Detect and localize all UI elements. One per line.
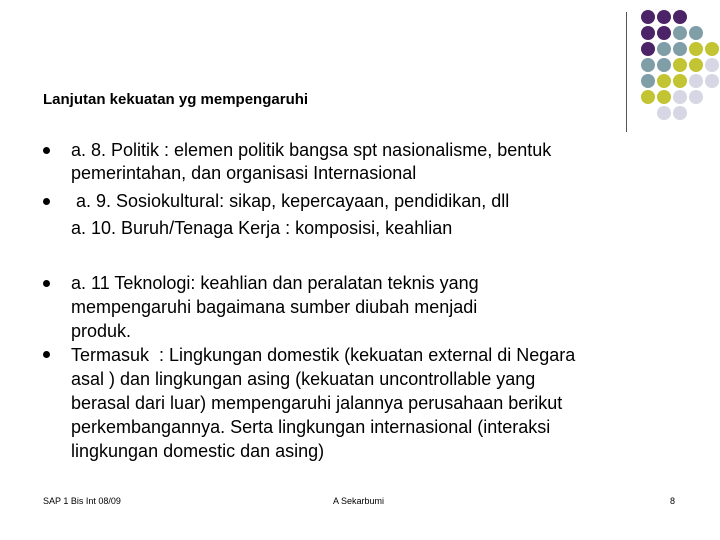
footer-course: SAP 1 Bis Int 08/09 (43, 496, 121, 506)
body-text-line: a. 8. Politik : elemen politik bangsa spt nasionalisme, bentuk (71, 140, 552, 160)
footer-author: A Sekarbumi (333, 496, 385, 506)
body-text-line: berasal dari luar) mempengaruhi jalannya perusahaan berikut (71, 393, 563, 413)
decorative-dot (689, 26, 703, 40)
bullet-dot (43, 198, 50, 205)
decorative-dot (641, 26, 655, 40)
decorative-dot (705, 42, 719, 56)
bullet-dot (43, 351, 50, 358)
body-text-line: a. 10. Buruh/Tenaga Kerja : komposisi, keahlian (71, 218, 453, 238)
body-text-line: mempengaruhi bagaimana sumber diubah menjadi (71, 297, 478, 317)
decorative-dot (689, 74, 703, 88)
decorative-dot (657, 74, 671, 88)
decorative-dot-grid (641, 10, 720, 120)
decorative-dot (673, 74, 687, 88)
decorative-dot (641, 58, 655, 72)
decorative-dot (641, 42, 655, 56)
decorative-dot (689, 42, 703, 56)
body-text-line: Termasuk : Lingkungan domestik (kekuatan external di Negara (71, 345, 576, 365)
decorative-dot (657, 10, 671, 24)
decorative-dot (673, 90, 687, 104)
decorative-dot (641, 90, 655, 104)
decorative-dot (673, 58, 687, 72)
body-text-line: asal ) dan lingkungan asing (kekuatan uncontrollable yang (71, 369, 536, 389)
decorative-dot (673, 42, 687, 56)
decorative-dot (657, 26, 671, 40)
decorative-dot (673, 106, 687, 120)
decorative-dot (689, 90, 703, 104)
decorative-dot (673, 26, 687, 40)
bullet-dot (43, 147, 50, 154)
decorative-dot (641, 74, 655, 88)
vertical-divider (626, 12, 627, 132)
decorative-dot (657, 42, 671, 56)
slide-title: Lanjutan kekuatan yg mempengaruhi (43, 91, 309, 108)
body-text-line: a. 9. Sosiokultural: sikap, kepercayaan, pendidikan, dll (71, 191, 510, 211)
decorative-dot (705, 58, 719, 72)
body-text-line: pemerintahan, dan organisasi Internasional (71, 163, 417, 183)
body-text-line: produk. (71, 321, 132, 341)
decorative-dot (657, 106, 671, 120)
body-text-line: perkembangannya. Serta lingkungan internasional (interaksi (71, 417, 551, 437)
decorative-dot (673, 10, 687, 24)
decorative-dot (705, 74, 719, 88)
decorative-dot (689, 58, 703, 72)
body-text-line: a. 11 Teknologi: keahlian dan peralatan teknis yang (71, 273, 479, 293)
page-number: 8 (670, 496, 676, 506)
decorative-dot (641, 10, 655, 24)
decorative-dot (657, 90, 671, 104)
decorative-dot (657, 58, 671, 72)
body-text-line: lingkungan domestic dan asing) (71, 441, 325, 461)
bullet-dot (43, 280, 50, 287)
